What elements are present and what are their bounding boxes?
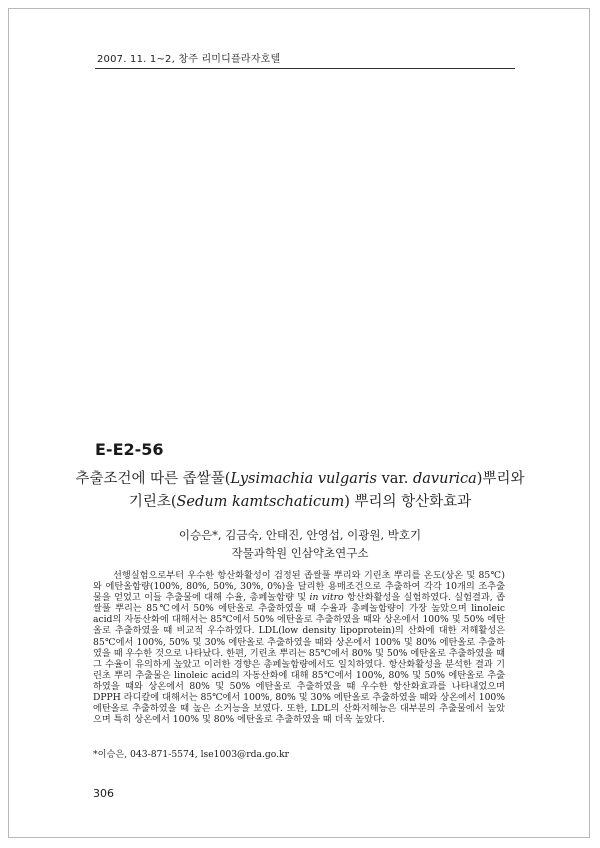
abstract-body (93, 570, 505, 725)
abstract-text-part-1: 선행실험으로부터 우수한 항산화활성이 검정된 좁쌀풀 뿌리와 기린초 뿌리를 온도(상온 및 85℃)와 에탄올함량(100%, 80%, 50%, 30%, 0%)을 달리한 용매조건으로 추출하여 각각 10개의 조추출물을 얻었고 이들 추출물에 대해 수율, 총페놀함량 및 (93, 570, 505, 604)
title-suffix-2: ) 뿌리의 항산화효과 (344, 494, 472, 510)
author-list: 이승은*, 김금숙, 안태진, 안영섭, 이광원, 박호기 (178, 528, 422, 542)
header-divider (95, 68, 515, 69)
affiliation: 작물과학원 인삼약초연구소 (231, 546, 369, 560)
title-suffix: )뿌리와 (476, 471, 525, 487)
title-prefix-2: 기린초( (128, 494, 177, 510)
title-line-2 (60, 491, 540, 513)
title-species-name: Lysimachia vulgaris (230, 471, 377, 487)
running-header: 2007. 11. 1~2, 창주 리미디플라자호텔 (97, 54, 281, 65)
title-line-1 (60, 468, 540, 490)
corresponding-author-contact: *이승은, 043-871-5574, lse1003@rda.go.kr (93, 749, 290, 760)
page-number: 306 (93, 787, 114, 800)
title-prefix: 추출조건에 따른 좁쌀풀( (75, 471, 231, 487)
abstract-code: E-E2-56 (95, 440, 164, 459)
abstract-in-vitro: in vitro (309, 592, 344, 604)
abstract-text-part-2: 항산화활성을 실험하였다. 실험결과, 좁쌀풀 뿌리는 85℃에서 50% 에탄올로 추출하였을 때 수율과 총페놀함량이 가장 높았으며 linoleic acid의 자동산화에 대해서는 85℃에서 50% 에탄올로 추출하였을 때와 상온에서 100% 및 50% 에탄올로 추출하였을 때 비교적 우수하였다. LDL(low density lipoprotein)의 산화에 대한 저해활성은 85℃에서 100%, 50% 및 30% 에탄올로 추출하였을 때와 상온에서 100% 및 80% 에탄올로 추출하였을 때 우수한 것으로 나타났다. 한편, 기린초 뿌리는 85℃에서 80% 및 50% 에탄올로 추출하였을 때 그 수율이 유의하게 높았고 이러한 경향은 총페놀함량에서도 일치하였다. 항산화활성을 분석한 결과 기린초 뿌리 추출물은 linoleic acid의 자동산화에 대해 85℃에서 100%, 80% 및 50% 에탄올로 추출하였을 때와 상온에서 80% 및 50% 에탄올로 추출하였을 때 우수한 항산화효과를 나타내었으며 DPPH 라디칼에 대해서는 85℃에서 100%, 80% 및 30% 에탄올로 추출하였을 때와 상온에서 100% 에탄올로 추출하였을 때 높은 소거능을 보였다. 또한, LDL의 산화저해능은 대부분의 추출물에서 높았으며 특히 상온에서 100% 및 80% 에탄올로 추출하였을 때 더욱 높았다. (93, 592, 505, 726)
title-var: var. (376, 471, 413, 487)
title-species-name-2: Sedum kamtschaticum (176, 494, 345, 510)
title-variety-name: davurica (412, 471, 477, 487)
